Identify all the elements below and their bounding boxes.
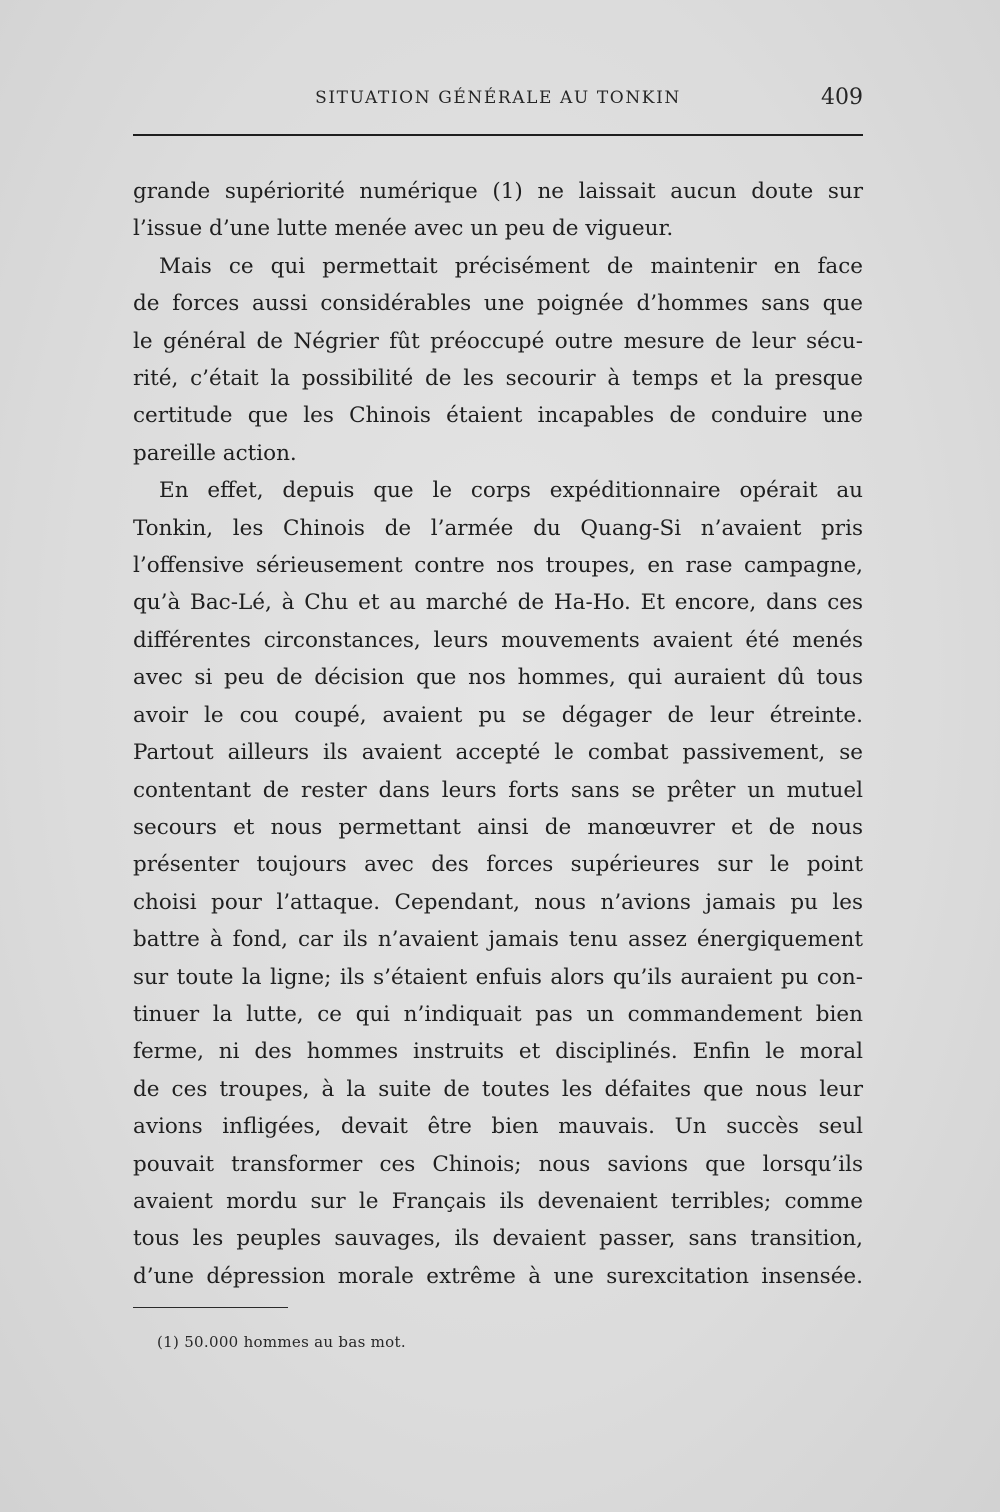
text-line: choisi pour l’attaque. Cependant, nous n’avions jamais pu les	[133, 889, 863, 915]
text-line: ferme, ni des hommes instruits et disciplinés. Enfin le moral	[133, 1039, 863, 1065]
text-line: qu’à Bac-Lé, à Chu et au marché de Ha-Ho. Et encore, dans ces	[133, 590, 863, 616]
text-line: tous les peuples sauvages, ils devaient passer, sans transition,	[133, 1226, 863, 1252]
running-title: SITUATION GÉNÉRALE AU TONKIN	[315, 88, 681, 108]
text-line: avoir le cou coupé, avaient pu se dégager de leur étreinte.	[133, 702, 863, 728]
text-line: le général de Négrier fût préoccupé outre mesure de leur sécu-	[133, 328, 863, 354]
text-line: d’une dépression morale extrême à une surexcitation insensée.	[133, 1263, 863, 1289]
text-line: grande supériorité numérique (1) ne laissait aucun doute sur	[133, 179, 863, 204]
footnote: (1) 50.000 hommes au bas mot.	[157, 1333, 406, 1351]
text-line: battre à fond, car ils n’avaient jamais tenu assez énergiquement	[133, 927, 863, 953]
text-line: sur toute la ligne; ils s’étaient enfuis alors qu’ils auraient pu con-	[133, 964, 863, 990]
body-text	[133, 173, 863, 1295]
footnote-rule	[133, 1307, 288, 1308]
page-number: 409	[821, 85, 863, 110]
running-head	[133, 85, 863, 118]
text-line: de forces aussi considérables une poignée d’hommes sans que	[133, 291, 863, 317]
text-line: Mais ce qui permettait précisément de maintenir en face	[159, 253, 863, 279]
text-line: de ces troupes, à la suite de toutes les défaites que nous leur	[133, 1076, 863, 1102]
text-line: avec si peu de décision que nos hommes, qui auraient dû tous	[133, 665, 863, 691]
text-line: avaient mordu sur le Français ils devenaient terribles; comme	[133, 1188, 863, 1214]
text-line: différentes circonstances, leurs mouvements avaient été menés	[133, 627, 863, 653]
text-line: rité, c’était la possibilité de les secourir à temps et la presque	[133, 366, 863, 392]
text-line: Tonkin, les Chinois de l’armée du Quang-Si n’avaient pris	[133, 515, 863, 541]
text-line: pareille action.	[133, 440, 297, 466]
text-line: tinuer la lutte, ce qui n’indiquait pas un commandement bien	[133, 1001, 863, 1027]
text-line: certitude que les Chinois étaient incapables de conduire une	[133, 403, 863, 429]
text-line: secours et nous permettant ainsi de manœuvrer et de nous	[133, 814, 863, 840]
header-rule	[133, 134, 863, 136]
text-line: l’issue d’une lutte menée avec un peu de vigueur.	[133, 216, 674, 242]
text-line: Partout ailleurs ils avaient accepté le combat passivement, se	[133, 740, 863, 766]
text-line: l’offensive sérieusement contre nos troupes, en rase campagne,	[133, 553, 863, 579]
text-line: avions infligées, devait être bien mauvais. Un succès seul	[133, 1114, 863, 1140]
text-line: pouvait transformer ces Chinois; nous savions que lorsqu’ils	[133, 1151, 863, 1177]
text-line: En effet, depuis que le corps expéditionnaire opérait au	[159, 478, 863, 504]
text-line: contentant de rester dans leurs forts sans se prêter un mutuel	[133, 777, 863, 803]
text-line: présenter toujours avec des forces supérieures sur le point	[133, 852, 863, 878]
